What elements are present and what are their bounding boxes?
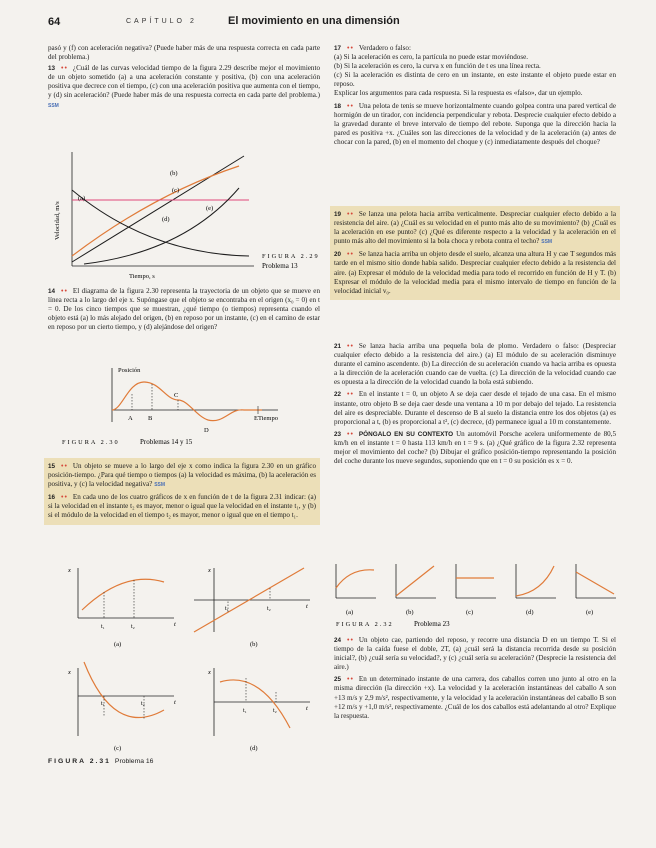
x-axis-label: Tiempo, s xyxy=(129,273,155,280)
problem-19-number: 19 xyxy=(334,211,342,218)
shaded-box-15-16 xyxy=(44,458,320,525)
page-number: 64 xyxy=(48,16,61,28)
x-axis-label: Tiempo xyxy=(258,415,278,422)
panel-d-label: (d) xyxy=(250,745,258,752)
axis-t-label: t xyxy=(306,603,308,610)
problem-24-number: 24 xyxy=(334,637,342,644)
problem-22-text: En el instante t = 0, un objeto A se deja caer desde el tejado de una casa. En el mismo instante, otro objeto B se deja caer desde una ventana a 10 m por debajo del tejado. La resistencia del aire es despreciable. Durante el descenso de B al suelo la distancia entre los dos objetos (a) es proporcional a t, (b) es proporcional a t², (c) decrece, (d) permanece igual a 10 m constantemente. xyxy=(334,390,616,426)
problem-25-text: En un determinado instante de una carrera, dos caballos corren uno junto al otro en la misma dirección (la dirección +x). La velocidad y la aceleración instantáneas del caballo A son +13 m/s y 2,9 m/s², respectivamente, y la velocidad y la aceleración instantáneas del caballo B son +12 m/s y +1,0 m/s², respectivamente. ¿Cuál de los dos caballos está adelantando al otro? Explique la respuesta. xyxy=(334,675,616,720)
axis-x-label: x xyxy=(208,669,211,676)
right-column-top xyxy=(334,44,616,147)
curve-label-c: (c) xyxy=(172,187,180,194)
problem-15-number: 15 xyxy=(48,463,56,470)
tick-t2: t₂ xyxy=(267,606,271,612)
problem-18-number: 18 xyxy=(334,102,342,110)
tick-t2: t₂ xyxy=(141,701,145,707)
fig232-label-b: (b) xyxy=(406,609,414,616)
point-label-e: E xyxy=(254,415,258,422)
intro-text: pasó y (f) con aceleración negativa? (Puede haber más de una respuesta correcta en cada parte del problema.) xyxy=(48,44,320,62)
curve-label-e: (e) xyxy=(206,205,214,212)
problem-19 xyxy=(334,210,616,247)
ssm-badge: SSM xyxy=(48,102,59,109)
problem-20-text: Se lanza hacia arriba un objeto desde el suelo, alcanza una altura H y cae T segundos más tarde en el mismo sitio donde había salido. Despreciar cualquier efecto debido a la resistencia del aire. (a) Expresar el módulo de la velocidad media para todo el recorrido en función de H y T. (b) Expresar el módulo de la velocidad media para el mismo intervalo de tiempo en función de la velocidad inicial v₀. xyxy=(334,250,616,295)
panel-b xyxy=(194,567,310,648)
axis-x-label: x xyxy=(208,567,211,574)
point-label-c: C xyxy=(174,392,179,399)
figure-2-32 xyxy=(330,558,620,630)
problem-16 xyxy=(48,493,316,520)
difficulty-dots: •• xyxy=(347,675,354,684)
curve-label-d: (d) xyxy=(162,216,170,223)
problem-23-number: 23 xyxy=(334,430,342,438)
figure-caption-text: Problema 23 xyxy=(414,620,450,628)
fig232-panel-a xyxy=(336,564,376,616)
panel-a-label: (a) xyxy=(114,641,122,648)
problem-14-number: 14 xyxy=(48,288,56,295)
difficulty-dots: •• xyxy=(347,636,354,644)
problem-20 xyxy=(334,250,616,295)
chapter-title: El movimiento en una dimensión xyxy=(228,15,400,27)
problem-14 xyxy=(48,287,320,332)
ssm-badge: SSM xyxy=(154,482,166,489)
difficulty-dots: •• xyxy=(347,44,354,52)
panel-b-label: (b) xyxy=(250,641,258,648)
left-column-top xyxy=(48,44,320,111)
panel-d xyxy=(207,668,310,752)
problem-13-number: 13 xyxy=(48,65,56,73)
axis-t-label: t xyxy=(174,699,176,706)
problem-22-number: 22 xyxy=(334,391,342,399)
figure-2-30 xyxy=(48,360,320,446)
right-column-mid xyxy=(334,342,616,466)
problem-23-text: Un automóvil Porsche acelera uniformemente de 80,5 km/h en el instante t = 0 hasta 113 km/h en t = 9 s. (a) ¿Qué gráfico de la figura 2.32 representa mejor el movimiento del coche? (b) Dibujar el gráfico posición-tiempo representando la posición del coche durante los nueve segundos, suponiendo que en t = 0 su posición es x = 0. xyxy=(334,429,616,466)
figure-2-29 xyxy=(44,144,324,284)
problem-24 xyxy=(334,636,616,672)
problem-13 xyxy=(48,64,320,110)
difficulty-dots: •• xyxy=(61,493,68,502)
problem-16-number: 16 xyxy=(48,494,56,502)
problem-20-number: 20 xyxy=(334,251,342,259)
chapter-label: CAPÍTULO 2 xyxy=(126,18,197,25)
problem-25 xyxy=(334,675,616,720)
problem-25-number: 25 xyxy=(334,676,342,684)
problem-21-text: Se lanza hacia arriba una pequeña bola de plomo. Verdadero o falso: (Despreciar cualquier efecto debido a la resistencia del aire.) (a) El módulo de su aceleración disminuye durante el camino ascendente. (b) La dirección de su aceleración cuando va hacia arriba es opuesta a la dirección de la aceleración cuando cae de vuelta. (c) La dirección de la velocidad cuando cae es opuesta a la dirección de la velocidad cuando la bola está subiendo. xyxy=(334,342,616,387)
problem-19-text: Se lanza una pelota hacia arriba verticalmente. Despreciar cualquier efecto debido a la resistencia del aire. (a) ¿Cuál es su velocidad en el punto más alto de su movimiento? (b) ¿Cuál es la aceleración en ese punto? (c) ¿Qué es diferente respecto a la velocidad y la aceleración en el punto más alto del movimiento si la bola choca y rebota contra el techo? xyxy=(334,210,616,246)
difficulty-dots: •• xyxy=(347,342,354,350)
fig232-label-a: (a) xyxy=(346,609,354,616)
fig232-panel-b xyxy=(396,564,436,616)
position-curve xyxy=(112,382,262,421)
difficulty-dots: •• xyxy=(347,429,354,438)
panel-a-curve xyxy=(82,579,164,610)
difficulty-dots: •• xyxy=(61,64,68,73)
problem-13-text: ¿Cuál de las curvas velocidad tiempo de la figura 2.29 describe mejor el movimiento de un objeto sometido (a) a una aceleración constante y positiva, (b) con una aceleración positiva que decrece con el tiempo, (c) con una aceleración positiva que aumenta con el tiempo, y (d) sin aceleración? (Puede haber más de una respuesta correcta en cada parte del problema.) xyxy=(48,64,321,100)
difficulty-dots: •• xyxy=(347,210,354,218)
tick-t2: t₂ xyxy=(273,708,277,714)
problem-17-title: Verdadero o falso: xyxy=(358,44,411,52)
shaded-box-19-20 xyxy=(330,206,620,300)
axis-t-label: t xyxy=(306,705,308,712)
point-label-d: D xyxy=(204,427,209,434)
fig232-label-d: (d) xyxy=(526,609,534,616)
curve-label-a: (a) xyxy=(78,195,86,202)
problem-21 xyxy=(334,342,616,387)
figure-caption-tag: FIGURA 2.31 xyxy=(48,758,111,765)
problem-17-item-c: (c) Si la aceleración es distinta de cero en un instante, en este instante el objeto puede estar en reposo. xyxy=(334,71,616,89)
panel-c-curve xyxy=(84,662,164,718)
curve-label-b: (b) xyxy=(170,170,178,177)
axis-t-label: t xyxy=(174,621,176,628)
fig232-label-c: (c) xyxy=(466,609,474,616)
context-tag: PÓNGALO EN SU CONTEXTO xyxy=(358,430,454,438)
difficulty-dots: •• xyxy=(347,250,354,259)
problem-14-text: El diagrama de la figura 2.30 representa la trayectoria de un objeto que se mueve en línea recta a lo largo del eje x. Supóngase que el objeto se encontraba en el origen (x₀ = 0) en t = 0. De los cinco tiempos que se muestran, ¿qué tiempo (o tiempos) representa cuando el objeto está (a) lo más alejado del origen, (b) en reposo por un instante, (c) en el camino de estar en reposo por un cierto tiempo, y (d) alejándose del origen? xyxy=(48,287,320,332)
panel-c-label: (c) xyxy=(114,745,122,752)
difficulty-dots: •• xyxy=(347,390,354,399)
tick-t1: t₁ xyxy=(243,708,247,714)
problem-17 xyxy=(334,44,616,53)
problem-18 xyxy=(334,102,616,147)
problem-17-item-a: (a) Si la aceleración es cero, la partícula no puede estar moviéndose. xyxy=(334,53,529,62)
problem-21-number: 21 xyxy=(334,343,342,350)
fig232-panel-d xyxy=(516,564,556,616)
page-header xyxy=(48,14,628,32)
panel-c xyxy=(67,662,176,752)
y-axis-label: Velocidad, m/s xyxy=(54,201,61,240)
difficulty-dots: •• xyxy=(61,287,68,295)
problem-15 xyxy=(48,462,316,490)
left-column-p14 xyxy=(48,287,320,332)
problem-16-text: En cada uno de los cuatro gráficos de x en función de t de la figura 2.31 indicar: (a) si la velocidad en el instante t₂ es mayor, menor o igual que la velocidad en el instante t₁, y (b) si el módulo de la velocidad en el tiempo t₂ es mayor, menor o igual que en el tiempo t₁. xyxy=(48,493,316,520)
point-label-a: A xyxy=(128,415,133,422)
figure-caption-text: Problema 13 xyxy=(262,262,298,270)
fig232-panel-e xyxy=(576,564,616,616)
problem-18-text: Una pelota de tenis se mueve horizontalmente cuando golpea contra una pared vertical de hormigón de un tirador, con incidencia perpendicular y rebota. Desprecie cualquier efecto debido a la gravedad durante el breve intervalo de tiempo del rebote. Suponga que la dirección hacia la pared es positiva +x. ¿Cuáles son las direcciones de la velocidad y de la aceleración (a) antes de chocar con la pared, (b) en el momento del choque y (c) inmediatamente después del choque? xyxy=(334,101,616,146)
figure-caption-tag: FIGURA 2.32 xyxy=(336,621,394,628)
right-column-bottom xyxy=(334,636,616,721)
point-label-b: B xyxy=(148,415,153,422)
problem-15-text: Un objeto se mueve a lo largo del eje x como indica la figura 2.30 en un gráfico posición-tiempo. ¿Para qué tiempo o tiempos (a) la velocidad es máxima, (b) la aceleración es positiva, y (c) la velocidad negativa? xyxy=(48,462,316,489)
problem-22 xyxy=(334,390,616,426)
panel-a xyxy=(67,567,176,648)
problem-24-text: Un objeto cae, partiendo del reposo, y recorre una distancia D en un tiempo T. Si el tiempo de la caída fuese el doble, 2T, (a) ¿cuál será la distancia recorrida desde su posición inicial?, (b) ¿cuál sería su velocidad?, y (c) ¿cuál sería su aceleración? (Desprecie la resistencia del aire.) xyxy=(334,636,616,672)
axis-x-label: x xyxy=(68,567,71,574)
difficulty-dots: •• xyxy=(347,101,354,110)
figure-caption-text: Problemas 14 y 15 xyxy=(140,438,193,446)
problem-23 xyxy=(334,430,616,466)
tick-t1: t₁ xyxy=(101,624,105,630)
figure-2-31 xyxy=(44,560,320,756)
figure-caption-tag: FIGURA 2.29 xyxy=(262,253,320,260)
panel-d-curve xyxy=(220,680,290,728)
axis-x-label: x xyxy=(68,669,71,676)
tick-t2: t₂ xyxy=(131,624,135,630)
problem-17-number: 17 xyxy=(334,45,342,52)
y-axis-label: Posición xyxy=(118,367,141,374)
fig232-panel-c xyxy=(456,564,496,616)
figure-caption-text: Problema 16 xyxy=(114,758,154,765)
problem-17-item-b: (b) Si la aceleración es cero, la curva x en función de t es una línea recta. xyxy=(334,62,541,71)
tick-t1: t₁ xyxy=(101,701,105,707)
figure-2-31-caption xyxy=(48,758,153,765)
figure-caption-tag: FIGURA 2.30 xyxy=(62,439,120,446)
difficulty-dots: •• xyxy=(61,462,68,470)
tick-t1: t₁ xyxy=(225,606,229,612)
fig232-label-e: (e) xyxy=(586,609,594,616)
problem-17-tail: Explicar los argumentos para cada respuesta. Si la respuesta es «falso», dar un ejemplo. xyxy=(334,89,583,98)
ssm-badge: SSM xyxy=(541,239,553,246)
